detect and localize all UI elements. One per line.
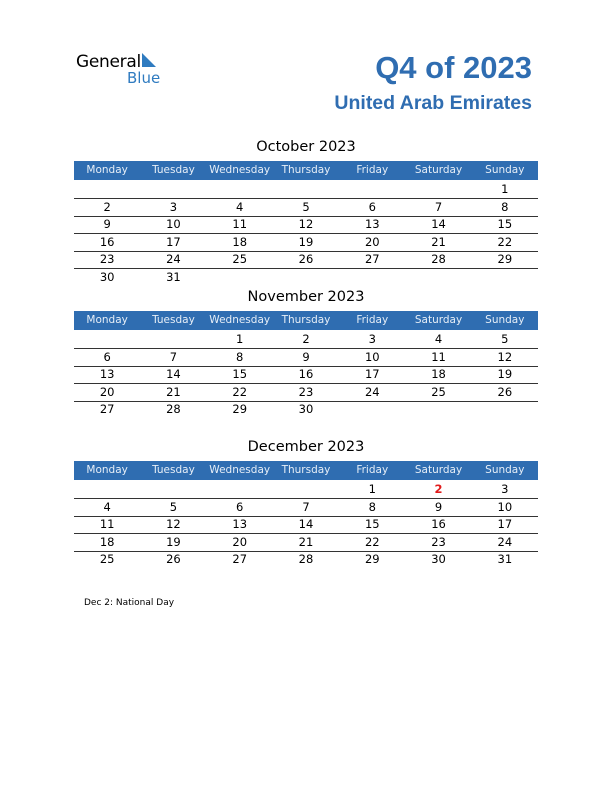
day-cell: 25 xyxy=(232,252,248,266)
weekday-header xyxy=(74,311,538,330)
weekday-label: Tuesday xyxy=(152,314,195,326)
day-cell: 17 xyxy=(166,234,181,249)
day-cell xyxy=(140,180,206,198)
day-cell: 26 xyxy=(298,252,314,266)
day-cell: 29 xyxy=(497,252,513,266)
day-cell: 19 xyxy=(298,234,314,249)
day-cell xyxy=(472,400,538,418)
day-cell: 13 xyxy=(364,217,380,231)
day-cell: 28 xyxy=(298,552,314,566)
weekday-label: Tuesday xyxy=(152,164,195,176)
day-cell: 15 xyxy=(497,217,513,231)
day-cell xyxy=(339,268,405,286)
day-cell: 20 xyxy=(364,234,380,249)
week-row xyxy=(74,233,538,252)
day-cell: 26 xyxy=(497,384,513,399)
day-cell: 6 xyxy=(368,199,376,214)
day-cell: 14 xyxy=(431,217,446,231)
weekday-label: Wednesday xyxy=(209,164,271,176)
day-cell: 10 xyxy=(166,217,181,231)
day-cell: 24 xyxy=(497,534,513,549)
day-cell: 12 xyxy=(298,217,314,231)
day-cell: 11 xyxy=(99,517,115,531)
day-cell: 9 xyxy=(434,499,443,514)
day-cell: 2 xyxy=(103,199,111,214)
weekday-label: Saturday xyxy=(414,164,463,176)
day-cell: 30 xyxy=(431,552,446,566)
day-cell: 1 xyxy=(368,482,376,496)
day-cell: 21 xyxy=(431,234,446,249)
day-cell: 22 xyxy=(232,384,248,399)
day-cell: 31 xyxy=(166,269,181,284)
month-title: December 2023 xyxy=(247,439,365,455)
day-cell: 2 xyxy=(302,332,310,346)
weekday-label: Monday xyxy=(86,164,128,176)
day-cell: 28 xyxy=(166,402,181,416)
week-row xyxy=(74,268,538,286)
day-cell: 4 xyxy=(236,199,244,214)
day-cell: 23 xyxy=(431,534,446,549)
holiday-notes: Dec 2: National Day xyxy=(84,598,175,608)
country-name: United Arab Emirates xyxy=(334,92,532,114)
week-row xyxy=(74,515,538,534)
day-cell: 5 xyxy=(302,199,310,214)
weekday-label: Sunday xyxy=(485,314,525,326)
weekday-label: Monday xyxy=(86,464,128,476)
day-cell: 24 xyxy=(166,252,181,266)
day-cell: 19 xyxy=(166,534,181,549)
weekday-label: Tuesday xyxy=(152,464,195,476)
day-cell: 25 xyxy=(431,384,446,399)
day-cell xyxy=(74,180,140,198)
day-cell: 30 xyxy=(99,269,115,284)
day-cell: 23 xyxy=(298,384,314,399)
day-cell: 17 xyxy=(364,367,380,381)
week-row xyxy=(74,383,538,402)
day-cell: 5 xyxy=(169,499,178,514)
day-cell: 14 xyxy=(298,517,314,531)
weekday-label: Saturday xyxy=(414,464,463,476)
week-row xyxy=(74,330,538,349)
day-cell: 15 xyxy=(364,517,380,531)
day-cell: 20 xyxy=(99,384,115,399)
day-cell: 12 xyxy=(166,517,181,531)
holiday-day-cell: 2 xyxy=(434,482,443,496)
day-cell: 22 xyxy=(497,234,513,249)
weekday-label: Wednesday xyxy=(209,464,271,476)
weekday-label: Sunday xyxy=(485,464,525,476)
day-cell: 18 xyxy=(431,367,446,381)
day-cell: 16 xyxy=(431,517,446,531)
day-cell xyxy=(405,400,471,418)
day-cell: 13 xyxy=(99,367,115,381)
week-row xyxy=(74,348,538,367)
day-cell: 15 xyxy=(232,367,248,381)
day-cell: 11 xyxy=(431,349,446,364)
day-cell: 16 xyxy=(99,234,115,249)
weekday-label: Sunday xyxy=(485,164,525,176)
weekday-label: Wednesday xyxy=(209,314,271,326)
weekday-header xyxy=(74,461,538,480)
day-cell: 8 xyxy=(368,499,376,514)
day-cell xyxy=(273,180,339,198)
week-row xyxy=(74,480,538,499)
day-cell: 29 xyxy=(232,402,248,416)
weekday-header xyxy=(74,161,538,180)
day-cell: 7 xyxy=(302,499,310,514)
day-cell xyxy=(273,480,339,498)
day-cell xyxy=(140,480,206,498)
week-row xyxy=(74,250,538,269)
logo-general-text: General xyxy=(76,52,141,72)
day-cell: 13 xyxy=(232,517,248,531)
day-cell xyxy=(405,180,471,198)
day-cell: 21 xyxy=(166,384,181,399)
logo-flag-icon xyxy=(142,53,156,67)
weekday-label: Thursday xyxy=(281,314,331,326)
weekday-label: Saturday xyxy=(414,314,463,326)
day-cell: 7 xyxy=(434,199,443,214)
day-cell xyxy=(339,400,405,418)
day-cell: 21 xyxy=(298,534,314,549)
day-cell: 27 xyxy=(99,402,115,416)
month-title: October 2023 xyxy=(256,139,356,155)
day-cell: 3 xyxy=(169,199,178,214)
logo xyxy=(76,52,176,88)
day-cell: 16 xyxy=(298,367,314,381)
day-cell xyxy=(273,268,339,286)
weekday-label: Friday xyxy=(356,314,389,326)
day-cell: 23 xyxy=(99,252,115,266)
page-title: Q4 of 2023 xyxy=(375,50,532,85)
weekday-label: Thursday xyxy=(281,164,331,176)
day-cell: 3 xyxy=(501,482,509,496)
day-cell: 22 xyxy=(364,534,380,549)
week-row xyxy=(74,498,538,517)
day-cell xyxy=(207,480,273,498)
day-cell: 7 xyxy=(169,349,178,364)
day-cell: 11 xyxy=(232,217,248,231)
day-cell: 9 xyxy=(302,349,310,364)
day-cell xyxy=(207,268,273,286)
day-cell: 27 xyxy=(232,552,248,566)
week-row xyxy=(74,533,538,552)
day-cell: 6 xyxy=(236,499,244,514)
day-cell: 26 xyxy=(166,552,181,566)
day-cell: 5 xyxy=(501,332,509,346)
weekday-label: Friday xyxy=(356,464,389,476)
day-cell: 6 xyxy=(103,349,111,364)
week-row xyxy=(74,215,538,234)
week-row xyxy=(74,180,538,199)
day-cell: 3 xyxy=(368,332,376,346)
day-cell: 30 xyxy=(298,402,314,416)
week-row xyxy=(74,198,538,217)
week-row xyxy=(74,365,538,384)
day-cell: 20 xyxy=(232,534,248,549)
day-cell xyxy=(405,268,471,286)
day-cell xyxy=(339,180,405,198)
weekday-label: Thursday xyxy=(281,464,331,476)
day-cell: 10 xyxy=(364,349,380,364)
day-cell xyxy=(472,268,538,286)
day-cell: 24 xyxy=(364,384,380,399)
day-cell: 1 xyxy=(501,182,509,196)
weekday-label: Friday xyxy=(356,164,389,176)
day-cell: 18 xyxy=(99,534,115,549)
logo-blue-text: Blue xyxy=(127,69,161,87)
day-cell: 8 xyxy=(501,199,509,214)
weekday-label: Monday xyxy=(86,314,128,326)
day-cell xyxy=(74,480,140,498)
week-row xyxy=(74,550,538,568)
day-cell: 29 xyxy=(364,552,380,566)
day-cell: 8 xyxy=(236,349,244,364)
day-cell: 10 xyxy=(497,499,513,514)
week-row xyxy=(74,400,538,418)
day-cell xyxy=(74,330,140,348)
day-cell: 27 xyxy=(364,252,380,266)
day-cell: 4 xyxy=(103,499,111,514)
day-cell: 1 xyxy=(236,332,244,346)
day-cell: 17 xyxy=(497,517,513,531)
day-cell: 4 xyxy=(434,332,443,346)
day-cell: 25 xyxy=(99,552,115,566)
day-cell: 12 xyxy=(497,349,513,364)
day-cell: 31 xyxy=(497,552,513,566)
day-cell: 18 xyxy=(232,234,248,249)
day-cell: 28 xyxy=(431,252,446,266)
day-cell xyxy=(207,180,273,198)
day-cell: 9 xyxy=(103,217,111,231)
day-cell xyxy=(140,330,206,348)
month-title: November 2023 xyxy=(247,289,365,305)
day-cell: 19 xyxy=(497,367,513,381)
day-cell: 14 xyxy=(166,367,181,381)
